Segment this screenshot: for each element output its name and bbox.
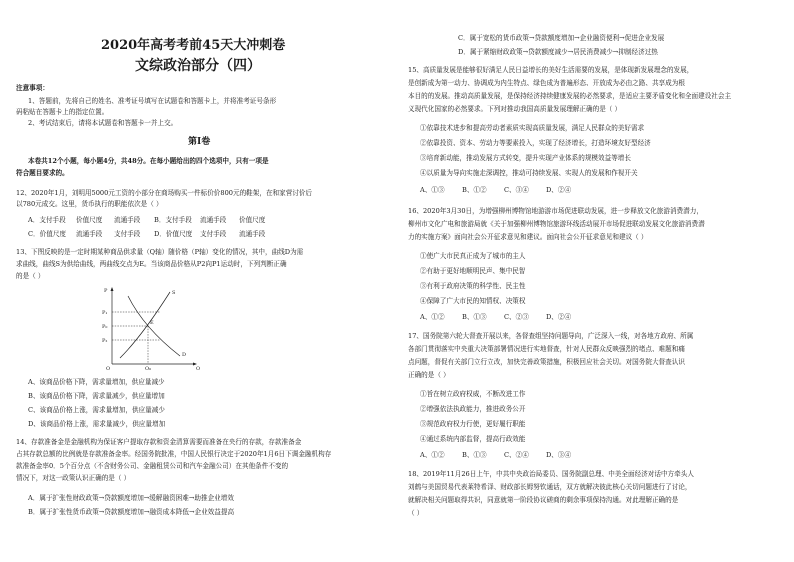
question-15-statement: ④以质量为导向实施走深调控，推动可持续发展、实现人的发展和作视开关 [420,169,638,177]
question-13-text: 求曲线，曲线S为供给曲线，两曲线交点为E。当该商品价格从P2向P1运动时，下列判断正确 [16,260,287,268]
question-17-statement: ④通过系统内部监督，提高行政效能 [420,435,526,443]
question-16-text: 16、2020年3月30日，为增强柳州博物馆地游游市场促进联动发展，进一步释放文化旅游消费潜力， [408,207,703,215]
question-16-option-a: A、①② [420,313,445,321]
question-14-option-c: C．属于宽松的货币政策→贷款额度增加→企业融资便利→促进企业发展 [458,34,665,42]
question-16-statement: ②有助于更好地顺明民声、集中民智 [420,267,526,275]
question-17-statement: ②增强依法执政能力，推进政务公开 [420,405,526,413]
q0-label: Q₀ [145,366,152,370]
question-13-text: 的是（ ） [16,272,45,280]
question-13-option-b: B、该商品价格下降，需求量减少，供应量增加 [28,392,165,400]
question-17-statement: ①旨在树立政府权威，不断改进工作 [420,390,526,398]
question-14-text: 14、存款准备金是金融机构为保证客户提取存款和资金清算需要而准备在央行的存款，存款准备金 [16,438,302,446]
origin-label: O [106,366,111,370]
question-14-option-d: D．属于紧缩财政政策→贷款额度减少→居民消费减少→抑制经济过热 [458,48,658,56]
question-15-text: 15、高质量发展是能够很好满足人民日益增长的美好生活需要的发展，是体现新发展理念的发展， [408,66,694,74]
question-14-option-a: A．属于扩张性财政政策→贷款额度增加→缓解融资困难→助推企业增效 [28,494,234,502]
question-16-statement: ③有利于政府决策的科学性、民主性 [420,282,526,290]
option-c-term: 流通手段 [76,230,103,238]
question-13-option-d: D、该商品价格上涨，需求量减少，供应量增加 [28,420,166,428]
p1-label: P₁ [102,310,108,316]
question-17-text: 各部门贯彻落实中央重大决策部署情况进行实地督查，针对人民群众反映强烈的堵点、难题和痛 [408,345,685,353]
option-b-term: 流通手段 [200,216,227,224]
question-16-option-d: D、②④ [546,313,572,321]
question-16-text: 柳州市文化广电和旅游局就《关于加强柳州博物馆旅游环线活动展开市场促进联动发展文化旅游消费潜 [408,220,705,228]
p-axis-label: P [104,288,108,294]
question-17-text: 正确的是（ ） [408,371,450,379]
supply-demand-diagram [102,284,202,370]
section-intro: 符合题目要求的。 [16,169,69,177]
option-b-term: 价值尺度 [239,216,266,224]
question-16-statement: ④保障了广大市民的知情权、决策权 [420,297,526,305]
question-13-text: 13、下图反映的是一定时期某种商品供求量（Q轴）随价格（P轴）变化的情况，其中，曲线D为需 [16,248,304,256]
demand-curve [128,296,180,356]
notice-item: 码粘贴在答题卡上的指定位置。 [16,108,109,116]
question-18-text: 就解决相关问题取得共识，同意就第一阶段协议磋商的剩余事项保持沟通。对此理解正确的是 [408,496,679,504]
p-axis-arrow [111,287,114,291]
option-d: D．价值尺度 [154,230,193,238]
question-15-option-a: A、①③ [420,186,445,194]
option-a-term: 流通手段 [114,216,141,224]
option-a: A．支付手段 [28,216,66,224]
question-15-option-b: B、①② [462,186,487,194]
question-16-text: 力的实施方案》面向社会公开征求意见和建议。面向社会公开征求意见和建议（ ） [408,233,648,241]
question-18-text: （ ） [408,509,424,517]
question-15-text: 本目的的发展。推动高质量发展，是保持经济持续健康发展的必然要求，是适应主要矛盾变化和全面建设社会主 [408,92,732,100]
exam-subtitle: 文综政治部分（四） [135,58,261,74]
question-17-text: 17、国务院第六轮大督查开展以来，各督查组坚持问题导向，广泛深入一线，对各地方政府、所属 [408,332,694,340]
section-intro: 本卷共12个小题，每小题4分，共48分。在每小题给出的四个选项中，只有一项是 [28,157,269,165]
equilibrium-label: E [150,320,154,326]
question-16-option-c: C、②③ [504,313,529,321]
question-14-text: 款准备金率0．5个百分点（不含财务公司、金融租赁公司和汽车金融公司）在其他条件不变的 [16,462,289,470]
question-14-text: 占其存款总额的比例就是存款准备金率。经国务院批准，中国人民银行决定于2020年1月6日下调金融机构存 [16,450,332,458]
supply-curve [120,292,170,358]
p0-label: P₀ [102,324,108,330]
option-a-term: 价值尺度 [76,216,103,224]
question-12-text: 12、2020年1月，刘明用5000元工资的小部分在商场购买一件标价价800元的鞋架，在和家营讨价后 [16,189,313,197]
option-d-term: 支付手段 [200,230,227,238]
option-c-term: 支付手段 [114,230,141,238]
question-15-statement: ①依靠技术进步和提高劳动者素质实现高质量发展，满足人民群众的美好需求 [420,124,645,132]
notice-item: 1、答题前，先将自己的姓名、准考证号填写在试题卷和答题卡上，并将准考证号条形 [28,97,277,105]
notice-item: 2、考试结束后，请将本试题卷和答题卡一并上交。 [28,119,178,127]
question-17-statement: ③规范政府权力行使，更好履行职能 [420,420,526,428]
q-axis-label: Q [196,366,201,370]
notice-heading: 注意事项： [16,84,49,92]
question-13-option-c: C、该商品价格上涨，需求量增加，供应量减少 [28,406,165,414]
question-17-option-b: B、①③ [462,451,487,459]
question-15-option-c: C、③④ [504,186,529,194]
question-15-statement: ②依靠投资、资本、劳动力等要素投入，实现了经济增长，打造环境友好型经济 [420,139,651,147]
supply-label: S [172,290,176,296]
question-17-option-d: D、③④ [546,451,572,459]
question-15-text: 义现代化国家的必然要求。下列对推动我国高质量发展理解正确的是（ ） [408,105,622,113]
question-17-option-c: C、②④ [504,451,529,459]
demand-label: D [182,352,187,358]
question-13-option-a: A、该商品价格下降，需求量增加，供应量减少 [28,378,165,386]
question-17-option-a: A、①② [420,451,445,459]
p2-label: P₂ [102,338,108,344]
option-d-term: 流通手段 [239,230,266,238]
question-14-text: 情况下，对这一政策认识正确的是（ ） [16,474,131,482]
option-c: C．价值尺度 [28,230,67,238]
question-12-text: 以780元成交。这里，货币执行的职能依次是（ ） [16,200,163,208]
question-15-option-d: D、②④ [546,186,572,194]
question-16-option-b: B、①③ [462,313,487,321]
section-title: 第Ⅰ卷 [188,137,211,147]
question-15-text: 是创新成为第一动力、协调成为内生特点、绿色成为普遍形态、开放成为必由之路、共享成为根 [408,79,685,87]
question-16-statement: ①使广大市民真正成为了城市的主人 [420,252,526,260]
question-18-text: 刘鹤与美国贸易代表莱特希泽、财政部长姆努钦通话，双方就解决彼此核心关切问题进行了讨论， [408,483,692,491]
question-15-statement: ③培育新动能，推动发展方式转变，提升实现产业体系的规模效益等增长 [420,154,631,162]
question-14-option-b: B．属于扩张性货币政策→贷款额度增加→融资成本降低→企业效益提高 [28,508,235,516]
exam-title: 2020年高考考前45天大冲刺卷 [101,38,286,53]
question-17-text: 点问题，督促有关部门立行立改，加快完善政策措施，积极回应社会关切。对国务院大督查认识 [408,358,685,366]
option-b: B．支付手段 [154,216,192,224]
question-18-text: 18、2019年11月26日上午，中共中央政治局委员、国务院副总理、中美全面经济对话中方牵头人 [408,470,694,478]
